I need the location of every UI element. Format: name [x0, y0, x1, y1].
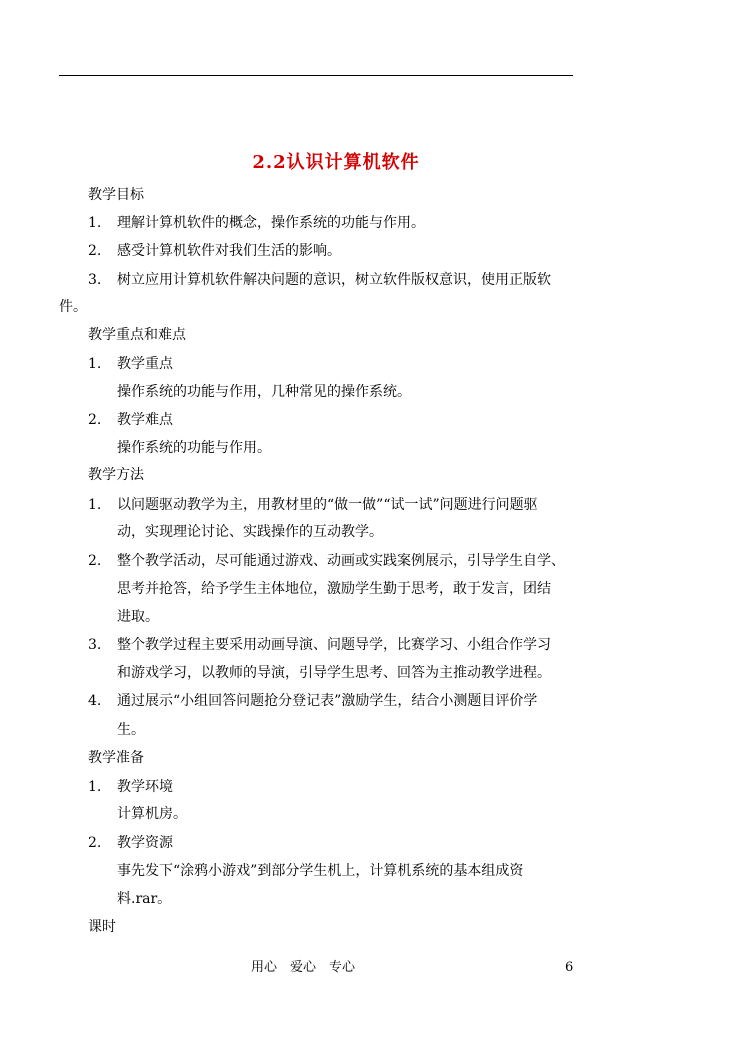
- goal-item: 树立应用计算机软件解决问题的意识，树立软件版权意识，使用正版软: [117, 272, 551, 288]
- focus-item-detail: 操作系统的功能与作用，几种常见的操作系统。: [117, 384, 411, 400]
- prep-number: 1.: [88, 779, 102, 795]
- section-heading-focus: 教学重点和难点: [88, 327, 186, 343]
- method-line: 动，实现理论讨论、实践操作的互动教学。: [117, 524, 383, 540]
- prep-number: 2.: [88, 835, 102, 851]
- section-heading-goals: 教学目标: [88, 187, 144, 203]
- prep-item-detail: 计算机房。: [117, 806, 187, 822]
- focus-number: 1.: [88, 356, 102, 372]
- method-line: 和游戏学习，以教师的导演，引导学生思考、回答为主推动教学进程。: [117, 665, 551, 681]
- section-heading-prep: 教学准备: [88, 750, 144, 766]
- focus-item: 教学难点: [117, 412, 173, 428]
- prep-item-detail: 事先发下“涂鸦小游戏”到部分学生机上，计算机系统的基本组成资: [117, 863, 524, 879]
- page-title: 2.2认识计算机软件: [252, 152, 420, 173]
- focus-item: 教学重点: [117, 356, 173, 372]
- method-line: 以问题驱动教学为主，用教材里的“做一做”“试一试”问题进行问题驱: [117, 497, 538, 513]
- method-line: 思考并抢答，给予学生主体地位，激励学生勤于思考，敢于发言，团结: [117, 581, 551, 597]
- goal-number: 2.: [88, 243, 102, 259]
- goal-item: 感受计算机软件对我们生活的影响。: [117, 243, 341, 259]
- header-rule: [59, 75, 573, 76]
- method-line: 生。: [117, 722, 145, 738]
- focus-item-detail: 操作系统的功能与作用。: [117, 440, 271, 456]
- prep-item: 教学资源: [117, 835, 173, 851]
- prep-item: 教学环境: [117, 779, 173, 795]
- section-heading-hours: 课时: [88, 919, 116, 935]
- goal-item: 理解计算机软件的概念，操作系统的功能与作用。: [117, 215, 425, 231]
- method-number: 3.: [88, 637, 102, 653]
- page-number: 6: [565, 960, 574, 975]
- method-line: 进取。: [117, 609, 159, 625]
- prep-item-detail: 料.rar。: [117, 891, 172, 907]
- method-number: 4.: [88, 693, 102, 709]
- method-number: 2.: [88, 553, 102, 569]
- method-line: 整个教学过程主要采用动画导演、问题导学，比赛学习、小组合作学习: [117, 637, 551, 653]
- goal-number: 1.: [88, 215, 102, 231]
- goal-number: 3.: [88, 272, 102, 288]
- goal-item-continuation: 件。: [59, 299, 87, 315]
- method-number: 1.: [88, 497, 102, 513]
- method-line: 通过展示“小组回答问题抢分登记表”激励学生，结合小测题目评价学: [117, 693, 538, 709]
- method-line: 整个教学活动，尽可能通过游戏、动画或实践案例展示，引导学生自学、: [117, 553, 565, 569]
- section-heading-methods: 教学方法: [88, 467, 144, 483]
- focus-number: 2.: [88, 412, 102, 428]
- footer-motto: 用心 爱心 专心: [251, 960, 356, 975]
